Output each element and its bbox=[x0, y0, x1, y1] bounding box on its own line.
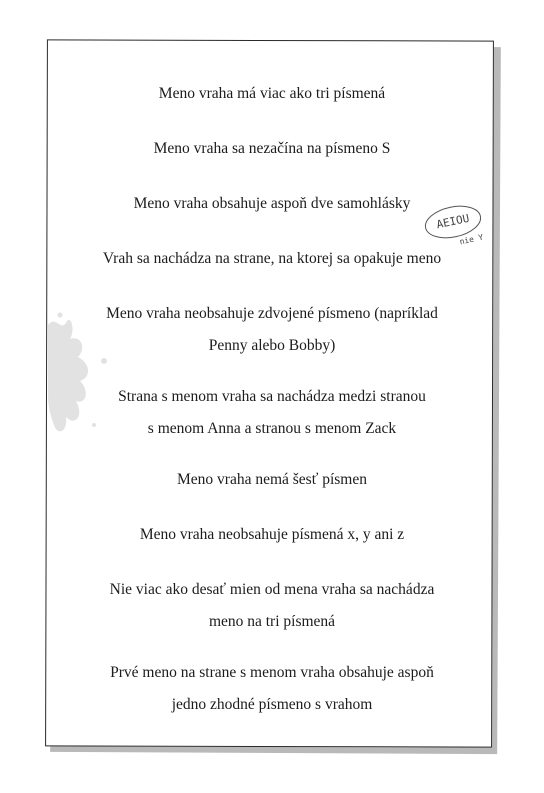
clue-list bbox=[60, 0, 484, 793]
clue-7-line-1: Meno vraha nemá šesť písmen bbox=[177, 471, 367, 488]
clue-7 bbox=[60, 464, 484, 496]
clue-9-line-1: Nie viac ako desať mien od mena vraha sa nachádza bbox=[109, 581, 435, 598]
clue-2 bbox=[60, 133, 484, 165]
clue-5-line-1: Meno vraha neobsahuje zdvojené písmeno (napríklad bbox=[106, 305, 438, 322]
stamp-top-text: AEIOU bbox=[435, 211, 471, 232]
clue-9-line-2: meno na tri písmená bbox=[208, 613, 336, 630]
vowel-stamp bbox=[420, 202, 492, 248]
clue-1 bbox=[60, 78, 484, 110]
clue-5 bbox=[60, 298, 484, 362]
clue-3-line-1: Meno vraha obsahuje aspoň dve samohlásky bbox=[133, 195, 411, 212]
clue-6 bbox=[60, 381, 484, 445]
clue-8-line-1: Meno vraha neobsahuje písmená x, y ani z bbox=[139, 526, 405, 543]
stamp-bottom-text: nie Y bbox=[458, 232, 485, 247]
clue-9 bbox=[60, 574, 484, 638]
clue-10-line-1: Prvé meno na strane s menom vraha obsahuje aspoň bbox=[110, 664, 434, 681]
clue-10-line-2: jedno zhodné písmeno s vrahom bbox=[171, 696, 373, 713]
clue-2-line-1: Meno vraha sa nezačína na písmeno S bbox=[153, 140, 391, 157]
clue-5-line-2: Penny alebo Bobby) bbox=[208, 337, 336, 354]
clue-1-line-1: Meno vraha má viac ako tri písmená bbox=[158, 85, 386, 102]
clue-10 bbox=[60, 657, 484, 721]
clue-8 bbox=[60, 519, 484, 551]
clue-6-line-1: Strana s menom vraha sa nachádza medzi stranou bbox=[118, 388, 426, 405]
clue-4-line-1: Vrah sa nachádza na strane, na ktorej sa opakuje meno bbox=[102, 250, 442, 267]
clue-6-line-2: s menom Anna a stranou s menom Zack bbox=[147, 420, 397, 437]
